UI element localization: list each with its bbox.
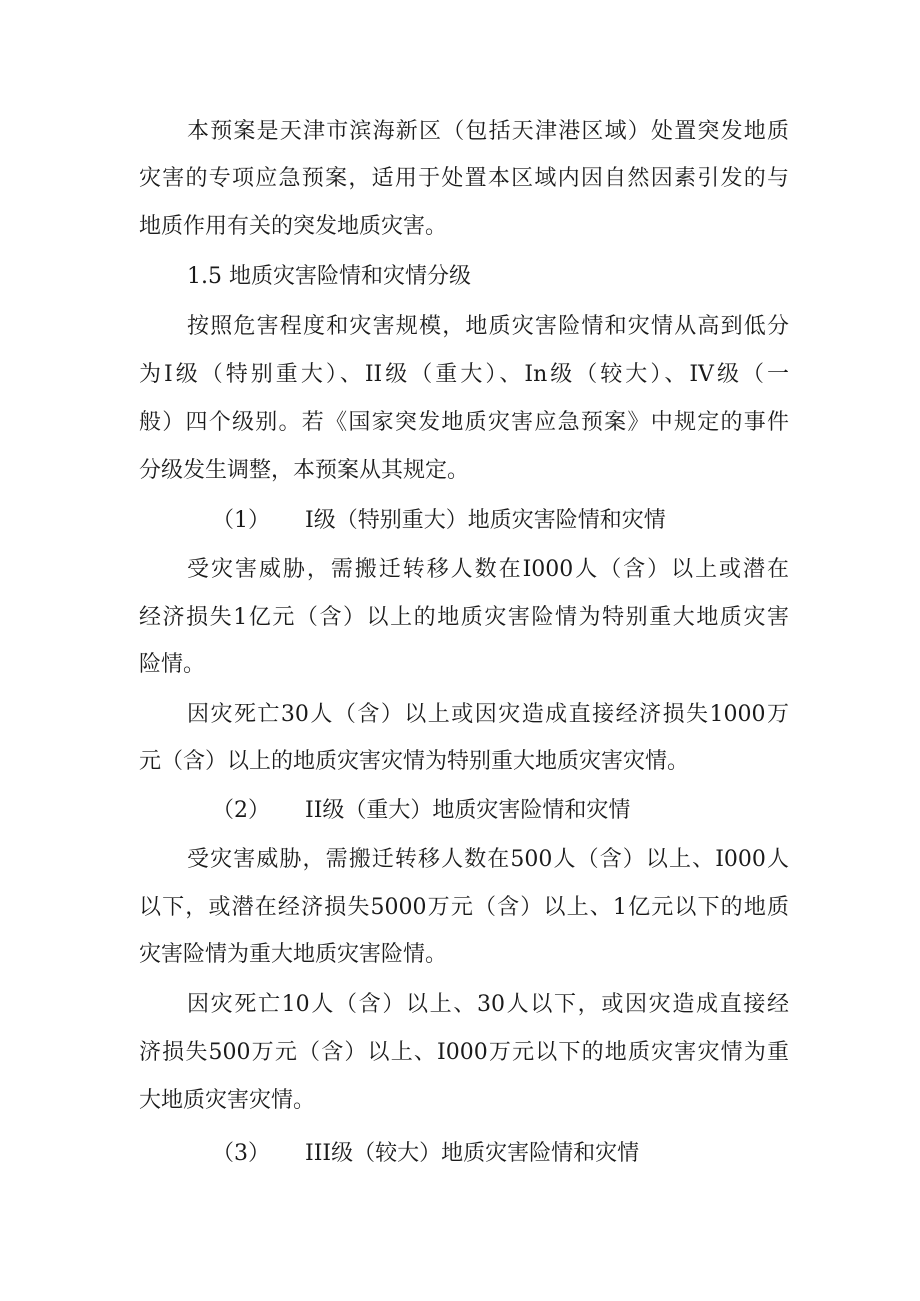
level2-danger-line-1: 受灾害威胁，需搬迁转移人数在500人（含）以上、I000人 — [187, 847, 789, 872]
level1-disaster-line-2: 元（含）以上的地质灾害灾情为特别重大地质灾害灾情。 — [139, 749, 690, 774]
level2-disaster-line-3: 大地质灾害灾情。 — [139, 1088, 316, 1113]
level2-title: II级（重大）地质灾害险情和灾情 — [305, 798, 631, 823]
level1-danger-line-3: 险情。 — [139, 652, 206, 677]
level2-disaster-line-1: 因灾死亡10人（含）以上、30人以下，或因灾造成直接经 — [187, 992, 789, 1017]
grading-line-2: 为Ⅰ级（特别重大）、II级（重大）、In级（较大）、IV级（一 — [139, 362, 789, 387]
level1-number: （1） — [212, 508, 270, 533]
level2-number: （2） — [212, 798, 270, 823]
scope-line-3: 地质作用有关的突发地质灾害。 — [139, 214, 448, 239]
level2-danger-line-2: 以下，或潜在经济损失5000万元（含）以上、1亿元以下的地质 — [139, 895, 789, 920]
level3-title: III级（较大）地质灾害险情和灾情 — [305, 1141, 640, 1166]
level2-danger-line-3: 灾害险情为重大地质灾害险情。 — [139, 942, 448, 967]
level3-number: （3） — [212, 1141, 270, 1166]
grading-line-3: 般）四个级别。若《国家突发地质灾害应急预案》中规定的事件 — [139, 410, 789, 435]
section-heading-1-5: 1.5 地质灾害险情和灾情分级 — [187, 264, 471, 289]
level1-title: Ⅰ级（特别重大）地质灾害险情和灾情 — [305, 508, 666, 533]
level2-disaster-line-2: 济损失500万元（含）以上、I000万元以下的地质灾害灾情为重 — [139, 1040, 789, 1065]
scope-line-2: 灾害的专项应急预案，适用于处置本区域内因自然因素引发的与 — [139, 166, 789, 191]
grading-line-4: 分级发生调整，本预案从其规定。 — [139, 458, 470, 483]
level1-disaster-line-1: 因灾死亡30人（含）以上或因灾造成直接经济损失1000万 — [187, 702, 789, 727]
grading-line-1: 按照危害程度和灾害规模，地质灾害险情和灾情从高到低分 — [187, 314, 789, 339]
level1-danger-line-2: 经济损失1亿元（含）以上的地质灾害险情为特别重大地质灾害 — [139, 605, 789, 630]
level1-danger-line-1: 受灾害威胁，需搬迁转移人数在I000人（含）以上或潜在 — [187, 557, 789, 582]
scope-line-1: 本预案是天津市滨海新区（包括天津港区域）处置突发地质 — [187, 119, 789, 144]
